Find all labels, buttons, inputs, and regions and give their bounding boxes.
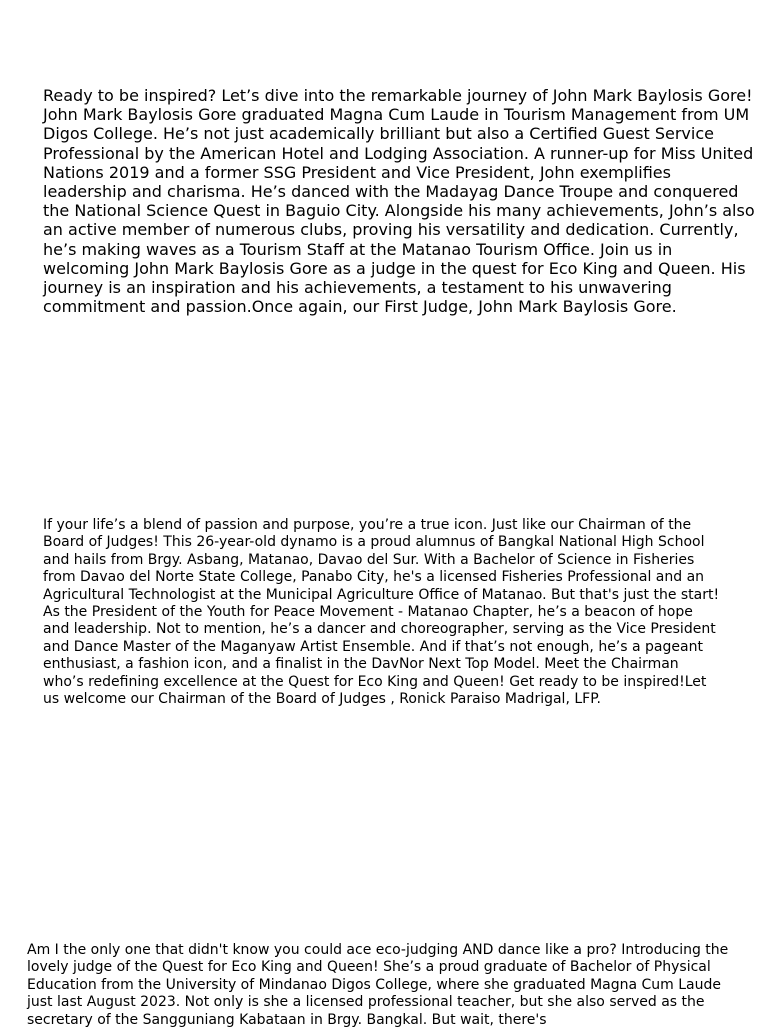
judge-intro-paragraph-2: If your life’s a blend of passion and purpose, you’re a true icon. Just like our Chairman of the Board of Judges! This 26-year-old dynamo is a proud alumnus of Bangkal National High School and hails from Brgy. Asbang, Matanao, Davao del Sur. With a Bachelor of Science in Fisheries from Davao del Norte State College, Panabo City, he's a licensed Fisheries Professional and an Agricultural Technologist at the Municipal Agriculture Office of Matanao. But that's just the start! As the President of the Youth for Peace Movement - Matanao Chapter, he’s a beacon of hope and leadership. Not to mention, he’s a dancer and choreographer, serving as the Vice President and Dance Master of the Maganyaw Artist Ensemble. And if that’s not enough, he’s a pageant enthusiast, a fashion icon, and a finalist in the DavNor Next Top Model. Meet the Chairman who’s redefining excellence at the Quest for Eco King and Queen! Get ready to be inspired!Let us welcome our Chairman of the Board of Judges , Ronick Paraiso Madrigal, LFP.: [43, 517, 720, 708]
judge-intro-paragraph-3: Am I the only one that didn't know you could ace eco-judging AND dance like a pro? Introducing the lovely judge of the Quest for Eco King and Queen! She’s a proud graduate of Bachelor of Physical Education from the University of Mindanao Digos College, where she graduated Magna Cum Laude just last August 2023. Not only is she a licensed professional teacher, but she also served as the secretary of the Sangguniang Kabataan in Brgy. Bangkal. But wait, there's: [27, 942, 729, 1028]
judge-intro-paragraph-1: Ready to be inspired? Let’s dive into the remarkable journey of John Mark Baylosis Gore! John Mark Baylosis Gore graduated Magna Cum Laude in Tourism Management from UM Digos College. He’s not just academically brilliant but also a Certified Guest Service Professional by the American Hotel and Lodging Association. A runner-up for Miss United Nations 2019 and a former SSG President and Vice President, John exemplifies leadership and charisma. He’s danced with the Madayag Dance Troupe and conquered the National Science Quest in Baguio City. Alongside his many achievements, John’s also an active member of numerous clubs, proving his versatility and dedication. Currently, he’s making waves as a Tourism Staff at the Matanao Tourism Office. Join us in welcoming John Mark Baylosis Gore as a judge in the quest for Eco King and Queen. His journey is an inspiration and his achievements, a testament to his unwavering commitment and passion.Once again, our First Judge, John Mark Baylosis Gore.: [43, 86, 755, 317]
